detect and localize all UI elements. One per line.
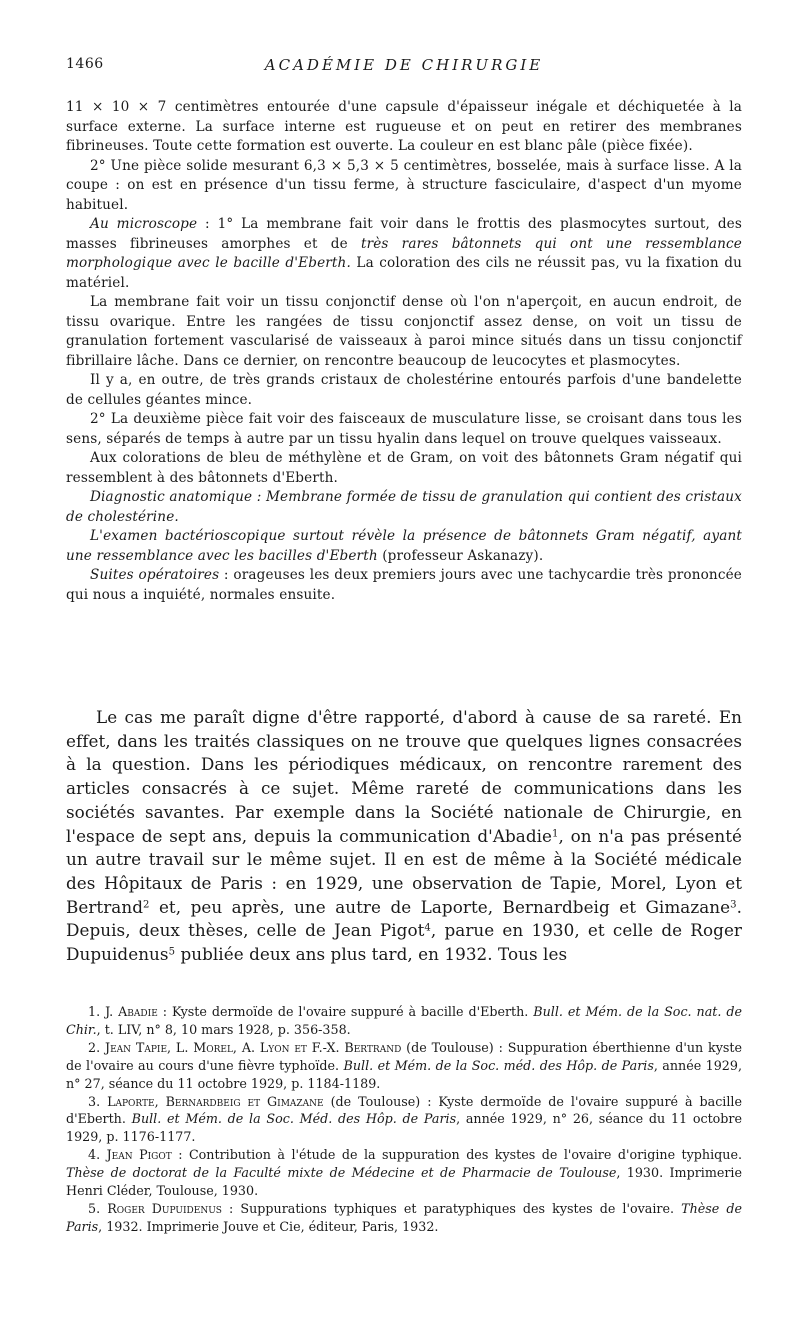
report-paragraph: La membrane fait voir un tissu conjonctif dense où l'on n'aperçoit, en aucun endroit, de tissu ovarique. Entre les rangées de tissu conjonctif assez dense, on voit un tissu de granulation fortement vascularisé de vaisseaux à paroi mince situés dans un tissu conjonctif fibrillaire lâche. Dans ce dernier, on rencontre beaucoup de leucocytes et plasmocytes.	[66, 294, 742, 369]
emphasis: très rares bâtonnets qui ont une ressemblance morphologique avec le bacille d'Eberth.	[66, 235, 743, 271]
running-title: ACADÉMIE DE CHIRURGIE	[264, 56, 544, 74]
report-paragraph: 2° Une pièce solide mesurant 6,3 × 5,3 × 5 centimètres, bosselée, mais à surface lisse. A la coupe : on est en présence d'un tissu ferme, à structure fasciculaire, d'aspect d'un myome habituel.	[66, 157, 742, 213]
footnote-author: Jean Tapie, L. Morel, A. Lyon et F.-X. Bertrand	[104, 1039, 402, 1055]
footnote-author: Jean Pigot	[106, 1147, 172, 1163]
report-paragraph: Aux colorations de bleu de méthylène et de Gram, on voit des bâtonnets Gram négatif qui ressemblent à des bâtonnets d'Eberth.	[66, 450, 742, 486]
footnote-ref[interactable]: 4	[424, 922, 431, 934]
diagnosis-paragraph: Diagnostic anatomique : Membrane formée de tissu de granulation qui contient des cristaux de cholestérine.	[66, 489, 742, 525]
footnote-author: J. Abadie	[105, 1004, 158, 1019]
footnote-author: Laporte, Bernardbeig et Gimazane	[107, 1093, 324, 1109]
body-paragraph: Le cas me paraît digne d'être rapporté, d'abord à cause de sa rareté. En effet, dans les traités classiques on ne trouve que quelques lignes consacrées à la question. Dans les périodiques médicaux, on rencontre rarement des articles consacrés à ce sujet. Même rareté de communications dans les sociétés savantes. Par exemple dans la Société nationale de Chirurgie, en l'espace de sept ans, depuis la communication d'Abadie$^1$, on n'a pas présenté un autre travail sur le même sujet. Il en est de même à la Société médicale des Hôpitaux de Paris : en 1929, une observation de Tapie, Morel, Lyon et Bertrand$^2$ et, peu après, une autre de Laporte, Bernardbeig et Gimazane$^3$. Depuis, deux thèses, celle de Jean Pigot$^4$, parue en 1930, et celle de Roger Dupuidenus$^5$ publiée deux ans plus tard, en 1932. Tous les	[66, 707, 743, 965]
footnote-ref[interactable]: 2	[143, 899, 150, 911]
report-paragraph: Suites opératoires : orageuses les deux premiers jours avec une tachycardie très prononcée qui nous a inquiété, normales ensuite.	[66, 567, 742, 603]
footnote: 4. Jean Pigot : Contribution à l'étude de la suppuration des kystes de l'ovaire d'origine typhique. Thèse de doctorat de la Faculté mixte de Médecine et de Pharmacie de Toulouse, 1930. Imprimerie Henri Cléder, Toulouse, 1930.	[66, 1147, 742, 1199]
footnote-ref[interactable]: 1	[552, 827, 559, 839]
report-paragraph: Il y a, en outre, de très grands cristaux de cholestérine entourés parfois d'une bandelette de cellules géantes mince.	[66, 372, 742, 408]
footnote-ref[interactable]: 5	[168, 946, 176, 958]
footnote-author: Roger Dupuidenus	[107, 1200, 222, 1216]
footnote-ref[interactable]: 3	[730, 899, 737, 911]
section-label: Suites opératoires	[90, 567, 220, 583]
footnote: 3. Laporte, Bernardbeig et Gimazane (de Toulouse) : Kyste dermoïde de l'ovaire suppuré à bacille d'Eberth. Bull. et Mém. de la Soc. Méd. des Hôp. de Paris, année 1929, n° 26, séance du 11 octobre 1929, p. 1176-1177.	[66, 1093, 743, 1145]
report-paragraph: 11 × 10 × 7 centimètres entourée d'une capsule d'épaisseur inégale et déchiquetée à la surface externe. La surface interne est rugueuse et on peut en retirer des membranes fibrineuses. Toute cette formation est ouverte. La couleur en est blanc pâle (pièce fixée).	[66, 99, 742, 154]
report-paragraph: 2° La deuxième pièce fait voir des faisceaux de musculature lisse, se croisant dans tous les sens, séparés de temps à autre par un tissu hyalin dans lequel on trouve quelques vaisseaux.	[66, 411, 742, 447]
footnote: 1. J. Abadie : Kyste dermoïde de l'ovaire suppuré à bacille d'Eberth. Bull. et Mém. de la Soc. nat. de Chir., t. LIV, n° 8, 10 mars 1928, p. 356-358.	[66, 1004, 742, 1037]
report-paragraph: Au microscope : 1° La membrane fait voir dans le frottis des plasmocytes surtout, des masses fibrineuses amorphes et de très rares bâtonnets qui ont une ressemblance morphologique avec le bacille d'Eberth. La coloration des cils ne réussit pas, vu la fixation du matériel.	[66, 216, 743, 291]
body-text	[66, 706, 742, 967]
pathology-report	[66, 98, 742, 605]
report-paragraph: L'examen bactérioscopique surtout révèle la présence de bâtonnets Gram négatif, ayant une ressemblance avec les bacilles d'Eberth (professeur Askanazy).	[66, 528, 742, 564]
page-header	[66, 56, 742, 78]
footnotes	[66, 1003, 742, 1236]
footnote: 5. Roger Dupuidenus : Suppurations typhiques et paratyphiques des kystes de l'ovaire. Thèse de Paris, 1932. Imprimerie Jouve et Cie, éditeur, Paris, 1932.	[66, 1200, 742, 1234]
section-label: Au microscope	[90, 216, 198, 232]
page-number: 1466	[66, 56, 104, 72]
footnote: 2. Jean Tapie, L. Morel, A. Lyon et F.-X. Bertrand (de Toulouse) : Suppuration éberthienne d'un kyste de l'ovaire au cours d'une fièvre typhoïde. Bull. et Mém. de la Soc. méd. des Hôp. de Paris, année 1929, n° 27, séance du 11 octobre 1929, p. 1184-1189.	[66, 1039, 742, 1091]
